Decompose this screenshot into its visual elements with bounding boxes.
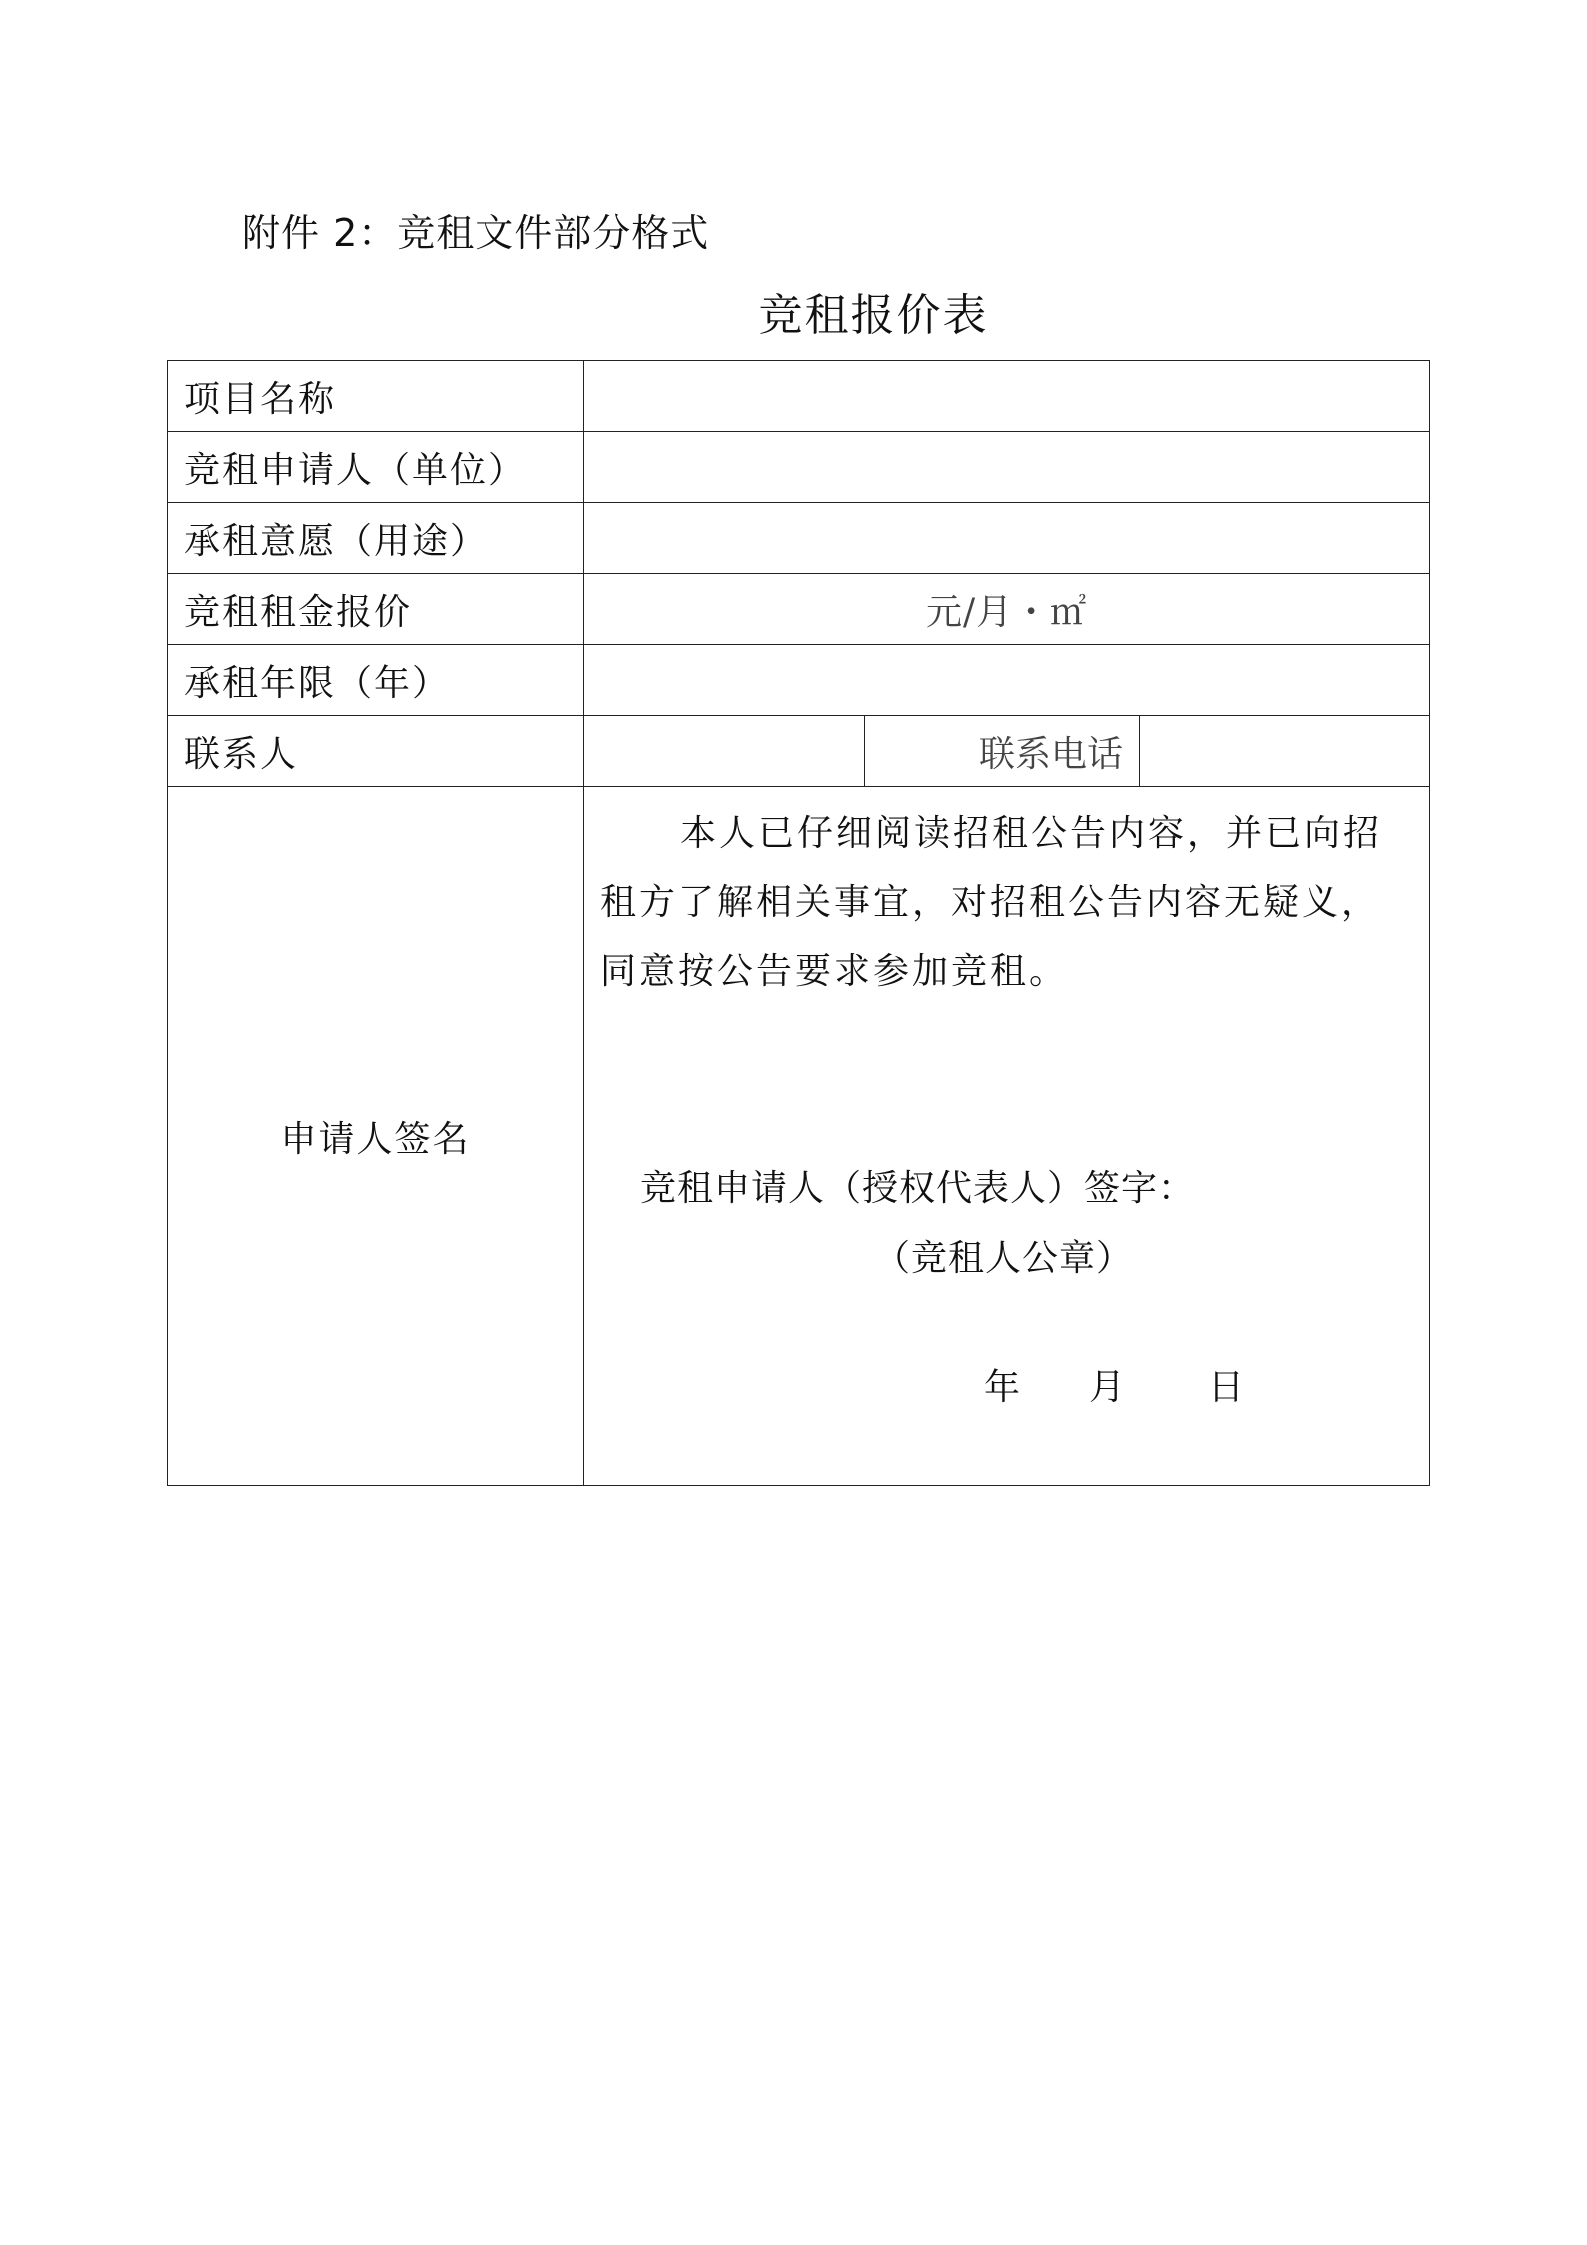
project-name-field[interactable] <box>584 361 1430 432</box>
price-label: 竞租租金报价 <box>168 574 584 645</box>
intent-row <box>168 503 1430 574</box>
project-name-label: 项目名称 <box>168 361 584 432</box>
date-line <box>584 1359 1429 1409</box>
phone-label: 联系电话 <box>865 716 1140 787</box>
price-row <box>168 574 1430 645</box>
signature-area[interactable] <box>584 787 1430 1486</box>
date-year: 年 <box>984 1367 1021 1408</box>
signature-row <box>168 787 1430 1486</box>
date-month: 月 <box>1089 1367 1126 1408</box>
sign-line: 竞租申请人（授权代表人）签字： <box>640 1168 1196 1209</box>
phone-field[interactable] <box>1140 716 1430 787</box>
quote-table <box>167 360 1430 1486</box>
intent-label: 承租意愿（用途） <box>168 503 584 574</box>
term-row <box>168 645 1430 716</box>
contact-field[interactable] <box>584 716 865 787</box>
applicant-field[interactable] <box>584 432 1430 503</box>
contact-label: 联系人 <box>168 716 584 787</box>
contact-row <box>168 716 1430 787</box>
date-day: 日 <box>1208 1367 1245 1408</box>
intent-field[interactable] <box>584 503 1430 574</box>
document-title: 竞租报价表 <box>758 290 989 341</box>
term-field[interactable] <box>584 645 1430 716</box>
term-label: 承租年限（年） <box>168 645 584 716</box>
applicant-row <box>168 432 1430 503</box>
price-unit-field[interactable]: 元/月・㎡ <box>584 574 1430 645</box>
seal-line: （竞租人公章） <box>874 1238 1134 1279</box>
project-name-row <box>168 361 1430 432</box>
declaration-statement: 本人已仔细阅读招租公告内容，并已向招租方了解相关事宜，对招租公告内容无疑义，同意按公告要求参加竞租。 <box>600 813 1383 992</box>
attachment-heading: 附件 2：竞租文件部分格式 <box>242 211 710 255</box>
applicant-label: 竞租申请人（单位） <box>168 432 584 503</box>
signature-label: 申请人签名 <box>168 787 584 1486</box>
